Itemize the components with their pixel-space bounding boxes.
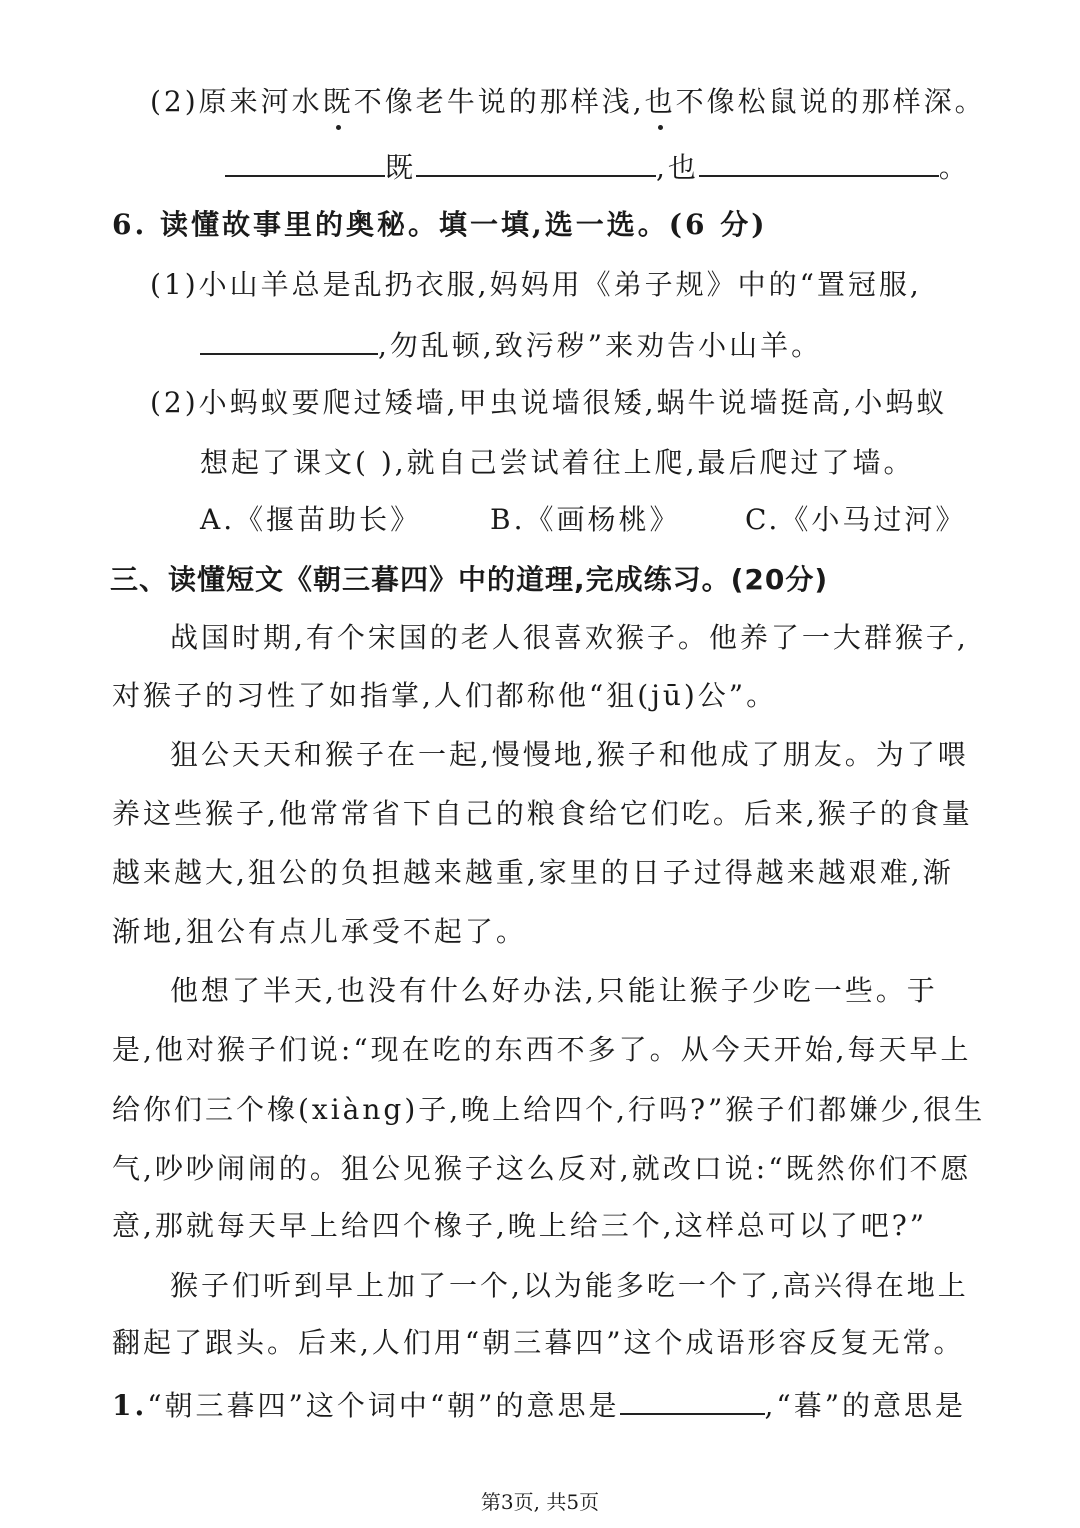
q6-1-line1: (1)小山羊总是乱扔衣服,妈妈用《弟子规》中的“置冠服,: [150, 268, 922, 301]
option-a[interactable]: A.《揠苗助长》: [200, 503, 422, 536]
question-1: 1.“朝三暮四”这个词中“朝”的意思是 ,“暮”的意思是: [112, 1383, 966, 1426]
q6-options: [200, 500, 966, 540]
passage-line-9: 给你们三个橡(xiàng)子,晚上给四个,行吗?”猴子们都嫌少,很生: [112, 1093, 986, 1126]
q5-2-sentence: (2)原来河水既不像老牛说的那样浅,也不像松鼠说的那样深。: [150, 82, 986, 122]
option-b[interactable]: B.《画杨桃》: [490, 503, 681, 536]
emphasis-dot-2: 也: [645, 82, 676, 122]
passage-line-7: 他想了半天,也没有什么好办法,只能让猴子少吃一些。于: [170, 974, 938, 1007]
q6-title: 6. 读懂故事里的奥秘。填一填,选一选。(6 分): [112, 208, 768, 241]
passage-line-11: 意,那就每天早上给四个橡子,晚上给三个,这样总可以了吧?”: [112, 1209, 928, 1242]
passage-line-2: 对猴子的习性了如指掌,人们都称他“狙(jū)公”。: [112, 679, 778, 712]
passage-line-8: 是,他对猴子们说:“现在吃的东西不多了。从今天开始,每天早上: [112, 1033, 972, 1066]
blank-2[interactable]: [416, 145, 656, 177]
passage-line-4: 养这些猴子,他常常省下自己的粮食给它们吃。后来,猴子的食量: [112, 797, 973, 830]
passage-line-5: 越来越大,狙公的负担越来越重,家里的日子过得越来越艰难,渐: [112, 856, 954, 889]
blank-1[interactable]: [225, 145, 385, 177]
passage-line-12: 猴子们听到早上加了一个,以为能多吃一个了,高兴得在地上: [170, 1269, 969, 1302]
option-c[interactable]: C.《小马过河》: [745, 503, 967, 536]
passage-line-1: 战国时期,有个宋国的老人很喜欢猴子。他养了一大群猴子,: [170, 621, 969, 654]
q5-2-fill-line: 既 ,也 。: [225, 145, 970, 188]
blank-3[interactable]: [699, 145, 939, 177]
passage-line-3: 狙公天天和猴子在一起,慢慢地,猴子和他成了朋友。为了喂: [170, 738, 969, 771]
q6-1-line2: ,勿乱顿,致污秽”来劝告小山羊。: [200, 323, 822, 366]
page-footer: 第3页, 共5页: [480, 1490, 600, 1514]
blank-q6-1[interactable]: [200, 323, 378, 355]
q6-2-line2: 想起了课文( ),就自己尝试着往上爬,最后爬过了墙。: [200, 446, 915, 479]
passage-line-13: 翻起了跟头。后来,人们用“朝三暮四”这个成语形容反复无常。: [112, 1326, 965, 1359]
passage-line-10: 气,吵吵闹闹的。狙公见猴子这么反对,就改口说:“既然你们不愿: [112, 1152, 972, 1185]
passage-line-6: 渐地,狙公有点儿承受不起了。: [112, 915, 527, 948]
blank-q1-zhao[interactable]: [620, 1383, 765, 1415]
section-3-title: 三、读懂短文《朝三暮四》中的道理,完成练习。(20分): [110, 563, 829, 596]
emphasis-dot-1: 既: [323, 82, 354, 122]
q6-2-line1: (2)小蚂蚁要爬过矮墙,甲虫说墙很矮,蜗牛说墙挺高,小蚂蚁: [150, 386, 948, 419]
